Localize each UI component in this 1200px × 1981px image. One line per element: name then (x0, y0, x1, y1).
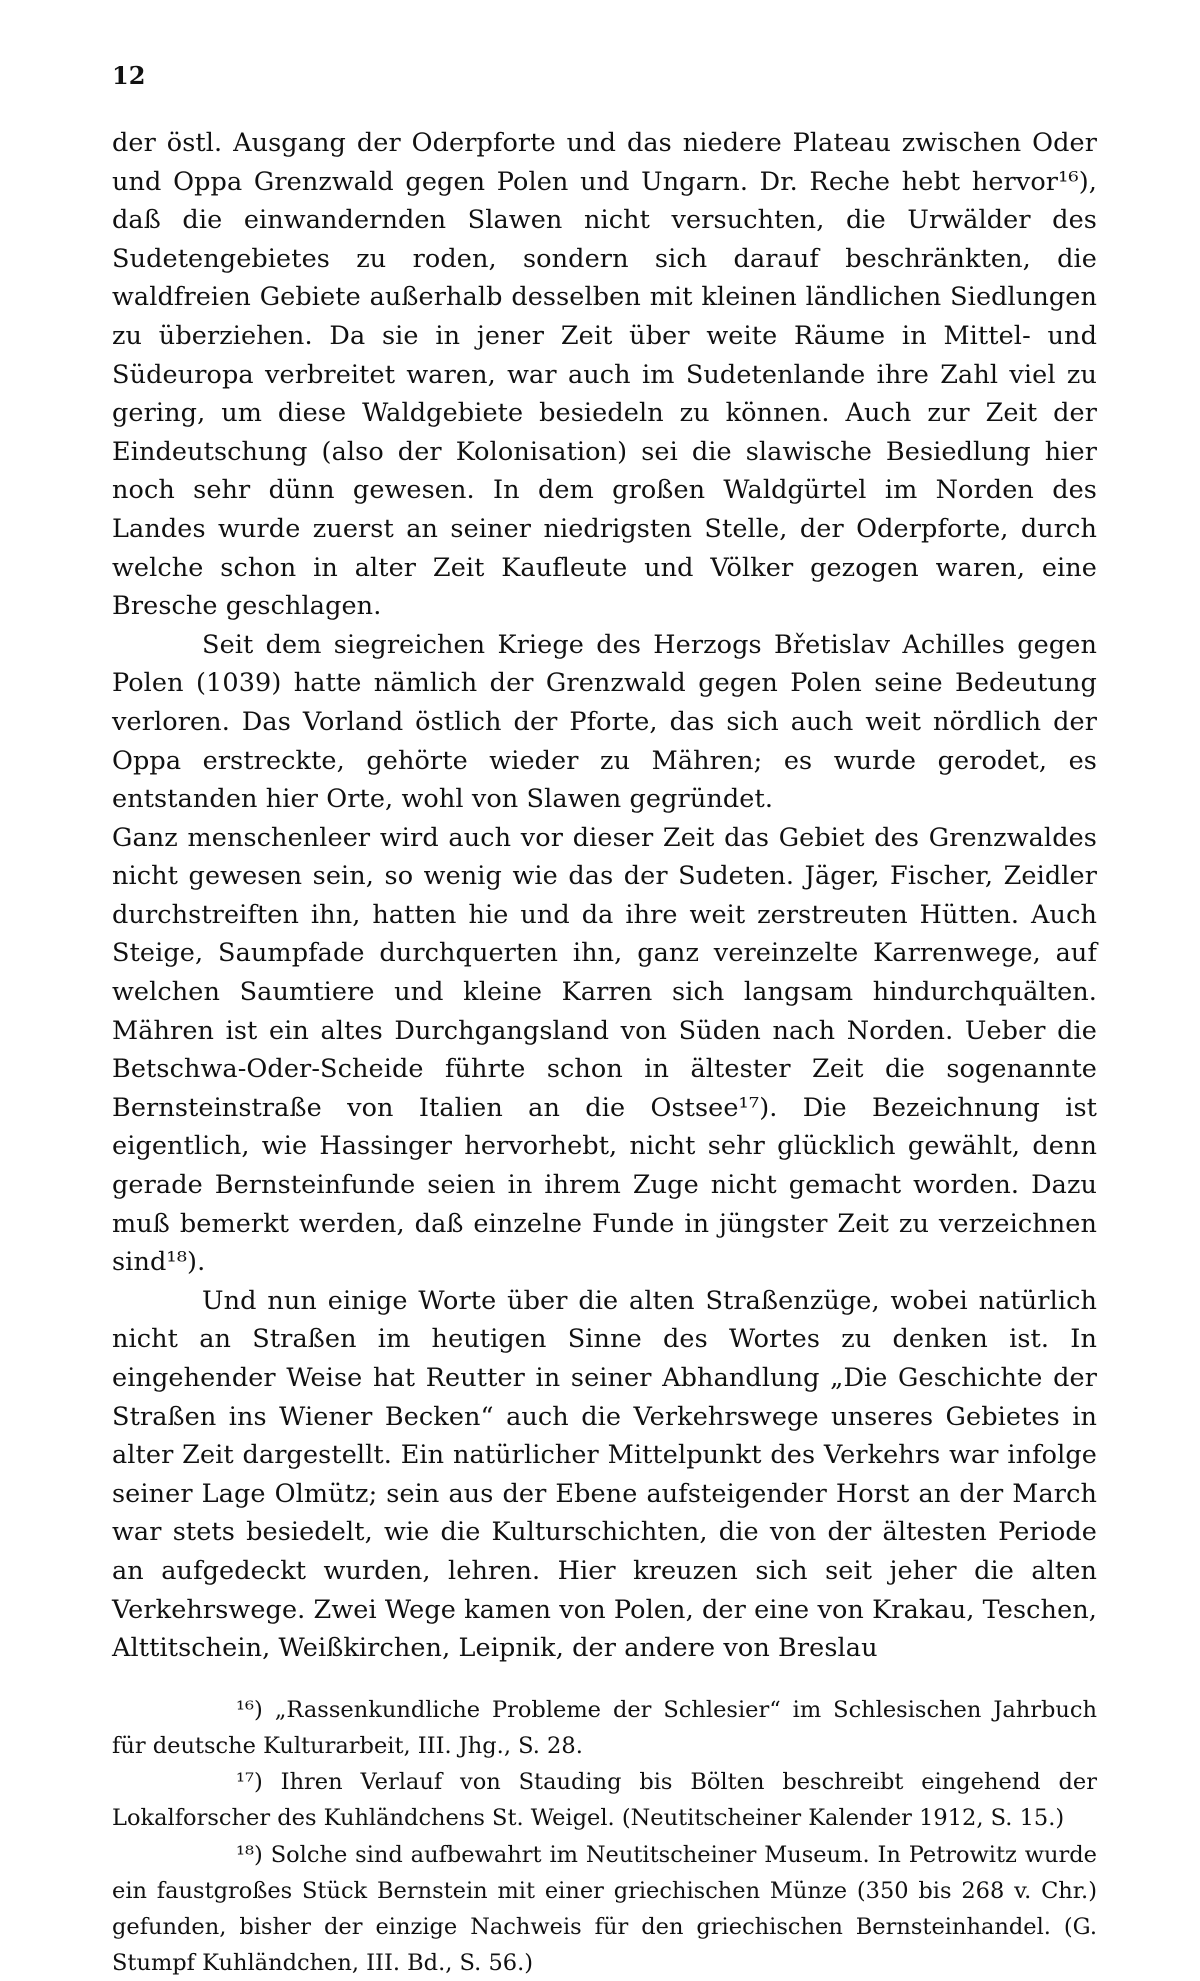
footnote: ¹⁶) „Rassenkundliche Probleme der Schlesier“ im Schlesischen Jahrbuch für deutsche Kulturarbeit, III. Jhg., S. 28. (112, 1696, 1097, 1759)
footnote: ¹⁷) Ihren Verlauf von Stauding bis Bölten beschreibt eingehend der Lokalforscher des Kuhländchens St. Weigel. (Neutitscheiner Kalender 1912, S. 15.) (112, 1769, 1097, 1832)
body-text (112, 124, 1097, 1668)
paragraph: Ganz menschenleer wird auch vor dieser Zeit das Gebiet des Grenzwaldes nicht gewesen sein, so wenig wie das der Sudeten. Jäger, Fischer, Zeidler durchstreiften ihn, hatten hie und da ihre weit zerstreuten Hütten. Auch Steige, Saumpfade durchquerten ihn, ganz vereinzelte Karrenwege, auf welchen Saumtiere und kleine Karren sich langsam hindurchquälten. Mähren ist ein altes Durchgangsland von Süden nach Norden. Ueber die Betschwa-Oder-Scheide führte schon in ältester Zeit die sogenannte Bernsteinstraße von Italien an die Ostsee¹⁷). Die Bezeichnung ist eigentlich, wie Hassinger hervorhebt, nicht sehr glücklich gewählt, denn gerade Bernsteinfunde seien in ihrem Zuge nicht gemacht worden. Dazu muß bemerkt werden, daß einzelne Funde in jüngster Zeit zu verzeichnen sind¹⁸). (112, 822, 1097, 1278)
paragraph: Seit dem siegreichen Kriege des Herzogs Břetislav Achilles gegen Polen (1039) hatte nämlich der Grenzwald gegen Polen seine Bedeutung verloren. Das Vorland östlich der Pforte, das sich auch weit nördlich der Oppa erstreckte, gehörte wieder zu Mähren; es wurde gerodet, es entstanden hier Orte, wohl von Slawen gegründet. (112, 629, 1097, 815)
page-number: 12 (112, 61, 146, 90)
paragraph: der östl. Ausgang der Oderpforte und das niedere Plateau zwischen Oder und Oppa Grenzwald gegen Polen und Ungarn. Dr. Reche hebt hervor¹⁶), daß die einwandernden Slawen nicht versuchten, die Urwälder des Sudetengebietes zu roden, sondern sich darauf beschränkten, die waldfreien Gebiete außerhalb desselben mit kleinen ländlichen Siedlungen zu überziehen. Da sie in jener Zeit über weite Räume in Mittel- und Südeuropa verbreitet waren, war auch im Sudetenlande ihre Zahl viel zu gering, um diese Waldgebiete besiedeln zu können. Auch zur Zeit der Eindeutschung (also der Kolonisation) sei die slawische Besiedlung hier noch sehr dünn gewesen. In dem großen Waldgürtel im Norden des Landes wurde zuerst an seiner niedrigsten Stelle, der Oderpforte, durch welche schon in alter Zeit Kaufleute und Völker gezogen waren, eine Bresche geschlagen. (112, 128, 1097, 622)
footnotes (112, 1692, 1097, 1981)
footnote: ¹⁸) Solche sind aufbewahrt im Neutitscheiner Museum. In Petrowitz wurde ein faustgroßes Stück Bernstein mit einer griechischen Münze (350 bis 268 v. Chr.) gefunden, bisher der einzige Nachweis für den griechischen Bernsteinhandel. (G. Stumpf Kuhländchen, III. Bd., S. 56.) (112, 1841, 1097, 1977)
paragraph: Und nun einige Worte über die alten Straßenzüge, wobei natürlich nicht an Straßen im heutigen Sinne des Wortes zu denken ist. In eingehender Weise hat Reutter in seiner Abhandlung „Die Geschichte der Straßen ins Wiener Becken“ auch die Verkehrswege unseres Gebietes in alter Zeit dargestellt. Ein natürlicher Mittelpunkt des Verkehrs war infolge seiner Lage Olmütz; sein aus der Ebene aufsteigender Horst an der March war stets besiedelt, wie die Kulturschichten, die von der ältesten Periode an aufgedeckt wurden, lehren. Hier kreuzen sich seit jeher die alten Verkehrswege. Zwei Wege kamen von Polen, der eine von Krakau, Teschen, Alttitschein, Weißkirchen, Leipnik, der andere von Breslau (112, 1285, 1098, 1664)
book-page (112, 56, 1097, 1981)
